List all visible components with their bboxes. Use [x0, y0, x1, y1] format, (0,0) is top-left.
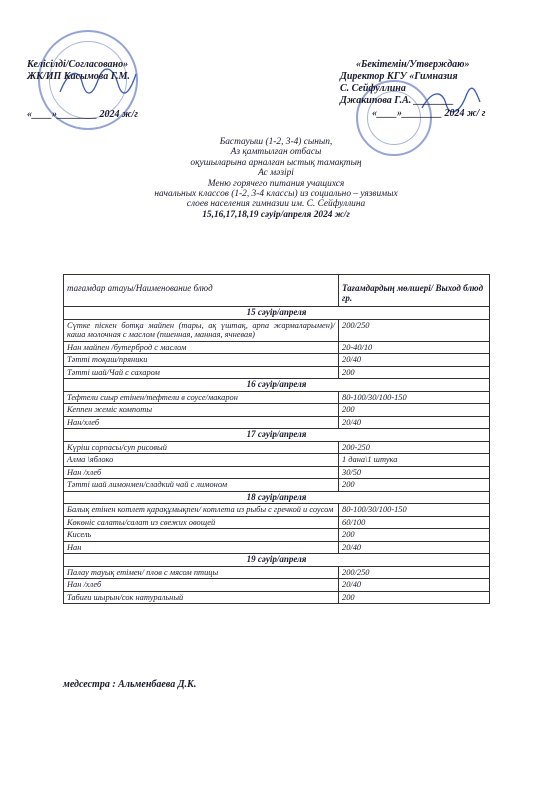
- dish-name: Палау тауық етімен/ плов с мясом птицы: [64, 566, 339, 579]
- dish-quantity: 20/40: [339, 541, 490, 554]
- menu-table: [63, 274, 490, 604]
- dish-quantity: 20-40/10: [339, 341, 490, 354]
- dish-name: Нан /хлеб: [64, 579, 339, 592]
- dish-quantity: 80-100/30/100-150: [339, 504, 490, 517]
- right-org: С. Сейфуллина: [340, 83, 406, 94]
- dish-name: Кисель: [64, 529, 339, 542]
- dish-name: Тефтели сиыр етінен/тефтели в соусе/макарон: [64, 391, 339, 404]
- dish-quantity: 20/40: [339, 416, 490, 429]
- day-label: 19 сәуір/апреля: [64, 554, 490, 567]
- table-row: [64, 391, 490, 404]
- table-row: [64, 504, 490, 517]
- table-row: [64, 479, 490, 492]
- table-row: [64, 466, 490, 479]
- title-menu-kz: Ас мәзірі: [258, 168, 294, 179]
- dish-name: Тәтті шай лимонмен/сладкий чай с лимоном: [64, 479, 339, 492]
- table-row: [64, 454, 490, 467]
- title-classes-ru: начальных классов (1-2, 3-4 классы) из социально – уязвимых: [154, 189, 398, 200]
- day-label: 15 сәуір/апреля: [64, 307, 490, 320]
- dish-quantity: 60/100: [339, 516, 490, 529]
- table-row: [64, 354, 490, 367]
- dish-quantity: 200-250: [339, 441, 490, 454]
- table-row: [64, 566, 490, 579]
- day-label: 17 сәуір/апреля: [64, 429, 490, 442]
- approval-left: [27, 59, 138, 121]
- table-row: [64, 541, 490, 554]
- day-row: [64, 379, 490, 392]
- table-row: [64, 441, 490, 454]
- table-row: [64, 341, 490, 354]
- title-menu-ru: Меню горячего питания учащихся: [207, 178, 345, 189]
- dish-name: Сүтке піскен ботқа майпен (тары, ақ үштақ, арпа жармаларымен)/ каша молочная с маслом (пшенная, манная, ячневая): [64, 319, 339, 341]
- document-title: [0, 137, 552, 220]
- day-row: [64, 491, 490, 504]
- approval-right: [340, 59, 486, 120]
- dish-name: Күріш сорпасы/суп рисовый: [64, 441, 339, 454]
- table-row: [64, 319, 490, 341]
- left-heading: Келісілді/Согласовано»: [27, 59, 129, 70]
- dish-name: Нан: [64, 541, 339, 554]
- dish-name: Нан майпен /бутерброд с маслом: [64, 341, 339, 354]
- table-row: [64, 516, 490, 529]
- dish-name: Нан /хлеб: [64, 466, 339, 479]
- dish-quantity: 30/50: [339, 466, 490, 479]
- dish-quantity: 200: [339, 366, 490, 379]
- day-row: [64, 307, 490, 320]
- dish-quantity: 80-100/30/100-150: [339, 391, 490, 404]
- dish-quantity: 20/40: [339, 354, 490, 367]
- day-row: [64, 554, 490, 567]
- dish-quantity: 200/250: [339, 566, 490, 579]
- title-pupils: оқушыларына арналған ыстық тамақтың: [190, 157, 362, 168]
- dish-name: Табиғи шырын/сок натуральный: [64, 591, 339, 604]
- day-label: 18 сәуір/апреля: [64, 491, 490, 504]
- left-signer: ЖК/ИП Касымова Г.М.: [27, 71, 130, 82]
- dish-name: Тәтті тоқаш/пряники: [64, 354, 339, 367]
- right-signer: Джакипова Г.А. ________: [340, 95, 454, 106]
- left-date: «____»________ 2024 ж/г: [27, 109, 138, 120]
- dish-name: Тәтті шай/Чай с сахаром: [64, 366, 339, 379]
- title-classes: Бастауыш (1-2, 3-4) сынып,: [219, 137, 333, 147]
- table-row: [64, 529, 490, 542]
- table-header-row: [64, 275, 490, 307]
- dish-name: Балық етінен котлет қарақұмықпен/ котлета из рыбы с гречкой и соусом: [64, 504, 339, 517]
- title-dates: 15,16,17,18,19 сәуір/апреля 2024 ж/г: [202, 209, 350, 220]
- title-family: Аз қамтылған отбасы: [230, 147, 322, 158]
- dish-name: Көкөніс салаты/салат из свежих овощей: [64, 516, 339, 529]
- dish-quantity: 200: [339, 529, 490, 542]
- right-heading: «Бекітемін/Утверждаю»: [356, 59, 470, 70]
- dish-name: Алма \яблоко: [64, 454, 339, 467]
- right-date: «____»________ 2024 ж/ г: [372, 108, 486, 119]
- dish-name: Кеппен жеміс компоты: [64, 404, 339, 417]
- table-row: [64, 366, 490, 379]
- table-row: [64, 404, 490, 417]
- title-school: слоев населения гимназии им. С. Сейфуллина: [186, 199, 366, 210]
- day-label: 16 сәуір/апреля: [64, 379, 490, 392]
- table-row: [64, 416, 490, 429]
- day-row: [64, 429, 490, 442]
- dish-quantity: 200/250: [339, 319, 490, 341]
- dish-quantity: 200: [339, 591, 490, 604]
- col-header-quantity: Тағамдардың мөлшері/ Выход блюд гр.: [339, 275, 490, 307]
- table-row: [64, 579, 490, 592]
- dish-name: Нан/хлеб: [64, 416, 339, 429]
- dish-quantity: 20/40: [339, 579, 490, 592]
- table-row: [64, 591, 490, 604]
- col-header-dish: тағамдар атауы/Наименование блюд: [64, 275, 339, 307]
- nurse-signature: медсестра : Альменбаева Д.К.: [63, 679, 197, 690]
- dish-quantity: 200: [339, 479, 490, 492]
- dish-quantity: 200: [339, 404, 490, 417]
- right-position: Директор КГУ «Гимназия: [340, 71, 458, 82]
- dish-quantity: 1 дана\1 штука: [339, 454, 490, 467]
